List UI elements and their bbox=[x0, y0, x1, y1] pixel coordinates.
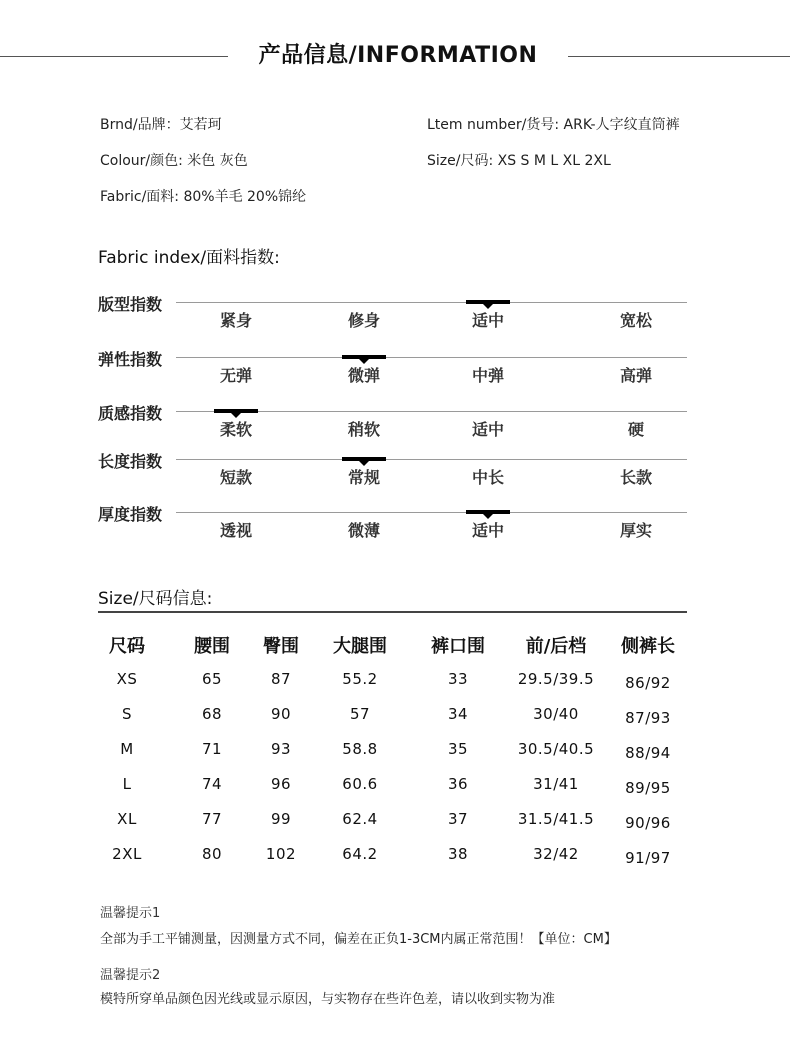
size-table-cell: 36 bbox=[447, 775, 469, 793]
size-table-cell: 96 bbox=[270, 775, 292, 793]
size-table-cell: 33 bbox=[447, 670, 469, 688]
tip-2-title: 温馨提示2 bbox=[100, 968, 161, 983]
size-table-cell: 37 bbox=[447, 810, 469, 828]
header-divider-left bbox=[0, 56, 228, 57]
size-table-cell: 93 bbox=[270, 740, 292, 758]
brand-info: Brnd/品牌：艾若珂 bbox=[100, 117, 222, 133]
size-table-cell: 77 bbox=[201, 810, 223, 828]
fabric-index-option: 高弹 bbox=[619, 366, 652, 385]
fabric-index-option: 中长 bbox=[471, 468, 504, 487]
size-table-cell: 80 bbox=[201, 845, 223, 863]
size-table-cell: 87/93 bbox=[625, 709, 671, 727]
size-table-cell: M bbox=[120, 740, 134, 758]
fabric-index-option: 微薄 bbox=[347, 521, 380, 540]
fabric-index-scale-line bbox=[176, 357, 687, 358]
size-table-cell: 38 bbox=[447, 845, 469, 863]
size-table-cell: 32/42 bbox=[533, 845, 579, 863]
fabric-index-option: 宽松 bbox=[619, 311, 652, 330]
fabric-index-selected-marker bbox=[466, 300, 510, 304]
fabric-index-label: 长度指数 bbox=[98, 452, 163, 471]
fabric-index-option: 修身 bbox=[347, 311, 380, 330]
fabric-index-scale-line bbox=[176, 459, 687, 460]
fabric-index-scale-line bbox=[176, 302, 687, 303]
fabric-index-label: 厚度指数 bbox=[98, 505, 163, 524]
size-info: Size/尺码: XS S M L XL 2XL bbox=[427, 153, 611, 169]
size-table-header-cell: 侧裤长 bbox=[621, 636, 675, 657]
size-table-cell: 30/40 bbox=[533, 705, 579, 723]
item-number-info: Ltem number/货号: ARK-人字纹直筒裤 bbox=[427, 117, 680, 133]
size-table-title: Size/尺码信息: bbox=[98, 589, 213, 609]
fabric-index-option: 适中 bbox=[471, 420, 504, 439]
size-table-cell: 102 bbox=[265, 845, 297, 863]
size-table-cell: 86/92 bbox=[625, 674, 671, 692]
fabric-index-option: 无弹 bbox=[219, 366, 252, 385]
fabric-index-option: 长款 bbox=[619, 468, 652, 487]
fabric-index-option: 柔软 bbox=[219, 420, 252, 439]
fabric-index-label: 版型指数 bbox=[98, 295, 163, 314]
size-table-cell: XS bbox=[116, 670, 138, 688]
tip-2-text: 模特所穿单品颜色因光线或显示原因，与实物存在些许色差，请以收到实物为准 bbox=[100, 992, 556, 1007]
fabric-index-scale-line bbox=[176, 512, 687, 513]
size-table-header-cell: 前/后档 bbox=[525, 636, 587, 657]
size-table-cell: 60.6 bbox=[342, 775, 378, 793]
fabric-index-option: 厚实 bbox=[619, 521, 652, 540]
fabric-index-selected-marker bbox=[214, 409, 258, 413]
size-table-cell: 29.5/39.5 bbox=[517, 670, 595, 688]
fabric-index-option: 中弹 bbox=[471, 366, 504, 385]
fabric-index-label: 质感指数 bbox=[98, 404, 163, 423]
size-table-cell: 74 bbox=[201, 775, 223, 793]
tip-1-text: 全部为手工平铺测量，因测量方式不同，偏差在正负1-3CM内属正常范围！【单位：CM】 bbox=[100, 932, 617, 947]
size-table-cell: 2XL bbox=[112, 845, 142, 863]
fabric-index-selected-marker bbox=[466, 510, 510, 514]
size-table-header-cell: 臀围 bbox=[263, 636, 299, 657]
size-table-header-cell: 腰围 bbox=[194, 636, 230, 657]
fabric-info: Fabric/面料: 80%羊毛 20%锦纶 bbox=[100, 189, 307, 205]
fabric-index-selected-marker bbox=[342, 355, 386, 359]
fabric-index-option: 短款 bbox=[219, 468, 252, 487]
size-table-cell: 30.5/40.5 bbox=[517, 740, 595, 758]
fabric-index-option: 适中 bbox=[471, 311, 504, 330]
size-table-cell: 68 bbox=[201, 705, 223, 723]
size-table-cell: L bbox=[122, 775, 132, 793]
size-table-cell: 90/96 bbox=[625, 814, 671, 832]
size-table-cell: 90 bbox=[270, 705, 292, 723]
size-table-cell: XL bbox=[117, 810, 137, 828]
size-table-cell: 57 bbox=[349, 705, 371, 723]
size-table-cell: 58.8 bbox=[342, 740, 378, 758]
fabric-index-option: 透视 bbox=[219, 521, 252, 540]
fabric-index-option: 紧身 bbox=[219, 311, 252, 330]
header-divider-right bbox=[568, 56, 790, 57]
fabric-index-option: 微弹 bbox=[347, 366, 380, 385]
tip-1-title: 温馨提示1 bbox=[100, 906, 161, 921]
fabric-index-selected-marker bbox=[342, 457, 386, 461]
size-table-cell: 99 bbox=[270, 810, 292, 828]
fabric-index-option: 常规 bbox=[347, 468, 380, 487]
fabric-index-option: 适中 bbox=[471, 521, 504, 540]
size-table-cell: 62.4 bbox=[342, 810, 378, 828]
fabric-index-option: 稍软 bbox=[347, 420, 380, 439]
size-table-cell: S bbox=[121, 705, 133, 723]
size-table-cell: 55.2 bbox=[342, 670, 378, 688]
size-table-header-cell: 大腿围 bbox=[333, 636, 387, 657]
size-table-cell: 31/41 bbox=[533, 775, 579, 793]
size-table-cell: 71 bbox=[201, 740, 223, 758]
fabric-index-title: Fabric index/面料指数: bbox=[98, 248, 280, 268]
size-table-cell: 65 bbox=[201, 670, 223, 688]
size-table-divider bbox=[98, 611, 687, 613]
size-table-header-cell: 尺码 bbox=[109, 636, 145, 657]
size-table-cell: 89/95 bbox=[625, 779, 671, 797]
size-table-cell: 31.5/41.5 bbox=[517, 810, 595, 828]
size-table-cell: 34 bbox=[447, 705, 469, 723]
size-table-cell: 35 bbox=[447, 740, 469, 758]
size-table-cell: 91/97 bbox=[625, 849, 671, 867]
colour-info: Colour/颜色: 米色 灰色 bbox=[100, 153, 248, 169]
fabric-index-option: 硬 bbox=[627, 420, 644, 439]
size-table-header-cell: 裤口围 bbox=[431, 636, 485, 657]
size-table-cell: 87 bbox=[270, 670, 292, 688]
fabric-index-label: 弹性指数 bbox=[98, 350, 163, 369]
size-table-cell: 88/94 bbox=[625, 744, 671, 762]
page-title: 产品信息/INFORMATION bbox=[258, 43, 538, 68]
size-table-cell: 64.2 bbox=[342, 845, 378, 863]
